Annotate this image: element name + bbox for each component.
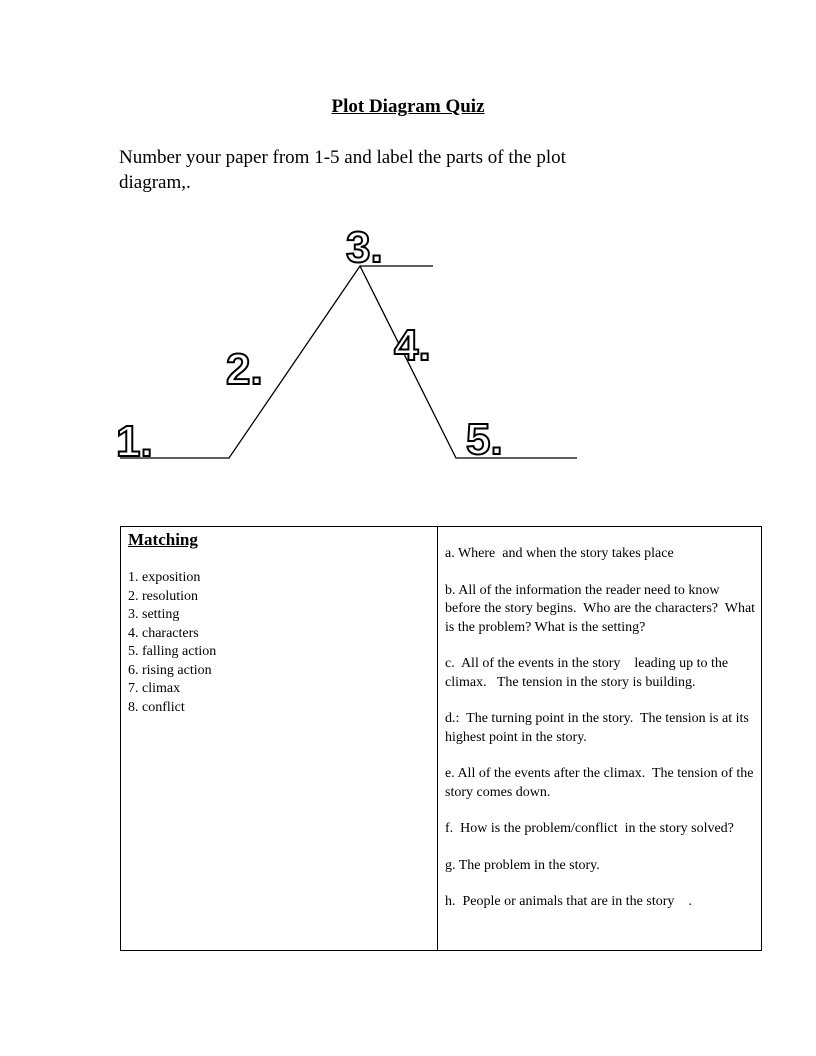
definition-item: e. All of the events after the climax. The tension of the story comes down. (445, 766, 757, 800)
term-item: 2. resolution (128, 588, 198, 604)
definition-item: a. Where and when the story takes place (445, 546, 674, 561)
term-item: 8. conflict (128, 699, 185, 715)
matching-table (120, 526, 762, 951)
definition-item: f. How is the problem/conflict in the story solved? (445, 821, 734, 836)
definitions-column (438, 527, 762, 930)
definition-item: c. All of the events in the story leading up to the climax. The tension in the story is building. (445, 656, 732, 690)
term-item: 1. exposition (128, 570, 201, 585)
diagram-label-1: 1. (116, 417, 153, 466)
term-list (128, 569, 430, 717)
plot-diagram (0, 210, 816, 480)
term-item: 5. falling action (128, 644, 217, 659)
diagram-label-5: 5. (466, 415, 503, 464)
term-item: 3. setting (128, 607, 180, 622)
definition-item: h. People or animals that are in the story . (445, 894, 692, 909)
diagram-label-2: 2. (226, 345, 263, 394)
definition-item: d.: The turning point in the story. The tension is at its highest point in the story. (445, 711, 753, 745)
matching-title: Matching (128, 530, 198, 549)
terms-column (121, 527, 437, 719)
term-item: 4. characters (128, 625, 199, 641)
term-item: 6. rising action (128, 662, 212, 678)
term-item: 7. climax (128, 681, 181, 696)
instructions: Number your paper from 1-5 and label the parts of the plot diagram,. (119, 147, 566, 193)
plot-line (120, 266, 577, 458)
diagram-label-3: 3. (346, 223, 383, 272)
definition-item: g. The problem in the story. (445, 857, 600, 873)
page-title: Plot Diagram Quiz (331, 96, 485, 117)
diagram-label-4: 4. (394, 321, 431, 370)
definition-item: b. All of the information the reader need to know before the story begins. Who are the characters? What is the problem? What is the setting? (445, 582, 759, 635)
